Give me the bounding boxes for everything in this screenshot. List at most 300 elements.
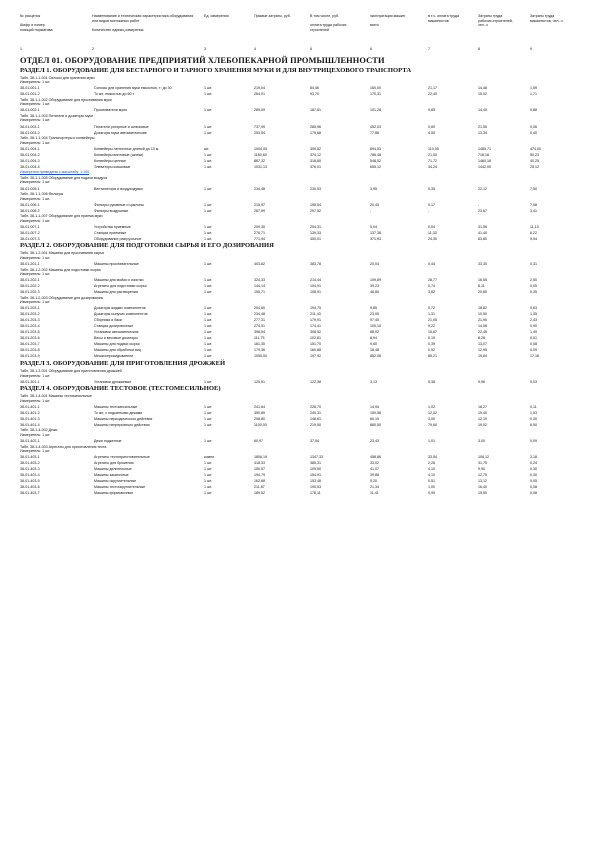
row-code: 38-01-401-1 — [20, 404, 40, 409]
row-value: 21,05 — [428, 318, 437, 323]
header-number: 1 — [20, 47, 22, 51]
header-labor-machines: Затраты труда машинистов, чел.-ч — [530, 14, 563, 23]
table-row — [20, 348, 582, 353]
row-value: 21,90 — [478, 318, 487, 323]
row-value: 170,31 — [370, 92, 381, 97]
row-value: 0,30 — [530, 473, 537, 478]
row-code: 38-01-002-1 — [20, 108, 40, 113]
row-value: 318,80 — [310, 158, 321, 163]
row-value: 16,55 — [478, 278, 487, 283]
row-value: 396,54 — [254, 330, 265, 335]
table-row — [20, 147, 582, 152]
row-unit: 1 шт. — [204, 158, 213, 163]
row-value: 1485,71 — [478, 146, 491, 151]
row-unit: 1 шт. — [204, 262, 213, 267]
row-value: 19,84 — [478, 354, 487, 359]
row-name: Машины округлительные — [94, 479, 137, 484]
row-unit: 1 шт. — [204, 108, 213, 113]
section-title: РАЗДЕЛ 2. ОБОРУДОВАНИЕ ДЛЯ ПОДГОТОВКИ СЫРЬЯ И ЕГО ДОЗИРОВАНИЯ — [20, 242, 274, 250]
table-row — [20, 153, 582, 158]
row-value: 60,19 — [370, 416, 379, 421]
row-value: 15,67 — [428, 330, 437, 335]
table-row — [20, 354, 582, 359]
row-value: 452,03 — [370, 124, 381, 129]
row-unit: 1 шт. — [204, 324, 213, 329]
row-code: 38-01-004-3 — [20, 158, 40, 163]
row-value: 1347,33 — [310, 455, 323, 460]
row-value: 195,54 — [310, 202, 321, 207]
row-value: 1100,00 — [254, 422, 267, 427]
row-value: 1,02 — [428, 404, 435, 409]
row-value: 0,03 — [530, 379, 537, 384]
row-unit: 1 шт. — [204, 410, 213, 415]
row-value: 31,58 — [478, 224, 487, 229]
row-value: 0,05 — [530, 284, 537, 289]
row-value: 385,31 — [310, 461, 321, 466]
table-row — [20, 330, 582, 335]
header-number: 9 — [530, 47, 532, 51]
row-value: 21,55 — [478, 124, 487, 129]
row-name: Оборудование разгрузочное — [94, 236, 142, 241]
row-value: 23,43 — [370, 439, 379, 444]
header-number: 5 — [310, 47, 312, 51]
row-value: 0,08 — [530, 491, 537, 496]
row-value: 0,74 — [428, 284, 435, 289]
row-value: 8,11 — [478, 284, 485, 289]
row-unit: 1 шт. — [204, 236, 213, 241]
row-value: 190,53 — [310, 485, 321, 490]
row-value: 276,71 — [254, 230, 265, 235]
row-value: 9,96 — [478, 379, 485, 384]
table-header — [20, 14, 580, 52]
row-value: 0,88 — [530, 108, 537, 113]
row-value: 97,40 — [370, 318, 379, 323]
row-value: 374,12 — [310, 152, 321, 157]
row-code: 38-01-403-1 — [20, 455, 40, 460]
row-name: Устройства приемные — [94, 224, 131, 229]
row-unit: 1 шт. — [204, 290, 213, 295]
row-name: Машины для обработки яиц — [94, 348, 141, 353]
row-name: Конвейеры цепные — [94, 158, 127, 163]
row-value: 0,09 — [530, 439, 537, 444]
row-name: Машины тестомесильные — [94, 404, 138, 409]
header-number: 8 — [478, 47, 480, 51]
row-value: 5,94 — [530, 236, 537, 241]
row-unit: шт. — [204, 146, 210, 151]
table-row — [20, 92, 582, 97]
row-value: 18,82 — [478, 306, 487, 311]
row-code: 38-01-203-6 — [20, 336, 40, 341]
row-value: 694,53 — [370, 146, 381, 151]
row-unit: 1 шт. — [204, 230, 213, 235]
row-unit: 1 шт. — [204, 461, 213, 466]
row-value: 63,80 — [478, 236, 487, 241]
row-value: 21,17 — [428, 86, 437, 91]
row-value: 0,06 — [530, 124, 537, 129]
row-value: 0,09 — [530, 348, 537, 353]
row-value: 277,31 — [254, 318, 265, 323]
row-unit: 1 шт. — [204, 284, 213, 289]
row-value: 1,59 — [530, 86, 537, 91]
row-value: 178,11 — [310, 491, 321, 496]
row-unit: 1 шт. — [204, 348, 213, 353]
row-name: Просеиватели муки — [94, 108, 127, 113]
row-value: 100,10 — [370, 324, 381, 329]
table-row — [20, 405, 582, 410]
row-code: 38-01-007-3 — [20, 236, 40, 241]
row-value: 13,12 — [478, 479, 487, 484]
table-row — [20, 324, 582, 329]
row-value: 285,96 — [310, 124, 321, 129]
row-value: 1004,05 — [254, 146, 267, 151]
row-value: 655,12 — [370, 164, 381, 169]
row-value: 15,02 — [478, 92, 487, 97]
row-value: 324,33 — [254, 278, 265, 283]
row-value: 13,34 — [478, 130, 487, 135]
row-value: 474,00 — [530, 146, 541, 151]
row-value: 3,62 — [428, 290, 435, 295]
row-value: 264,01 — [254, 92, 265, 97]
row-value: 209,35 — [254, 224, 265, 229]
row-value: 0,72 — [428, 306, 435, 311]
row-unit: 1 шт. — [204, 164, 213, 169]
header-machine-wage: в т.ч. оплата труда машинистов — [428, 14, 459, 23]
header-number: 3 — [204, 47, 206, 51]
table-row — [20, 380, 582, 385]
table-row — [20, 86, 582, 91]
row-value: 12,02 — [428, 410, 437, 415]
row-value: 154,91 — [310, 473, 321, 478]
row-unit: 1 шт. — [204, 342, 213, 347]
row-value: 0,08 — [530, 342, 537, 347]
row-value: 852,08 — [370, 354, 381, 359]
row-value: 109,50 — [310, 467, 321, 472]
table-row — [20, 467, 582, 472]
row-name: Агрегаты для брожения — [94, 461, 134, 466]
row-code: 38-01-007-2 — [20, 230, 40, 235]
row-value: 0,44 — [428, 262, 435, 267]
row-value: 230,53 — [310, 186, 321, 191]
row-value: 3,13 — [370, 379, 377, 384]
row-value: 274,51 — [254, 324, 265, 329]
row-value: 60,97 — [254, 439, 263, 444]
table-row — [20, 125, 582, 130]
table-note: Табл. 38-1-1-003 Питатели и дозаторы муки Измеритель: 1 шт. — [20, 113, 94, 123]
row-value: 0,51 — [428, 479, 435, 484]
row-value: 12,95 — [478, 348, 487, 353]
table-row — [20, 231, 582, 236]
row-value: - — [478, 202, 480, 207]
row-unit: 1 шт. — [204, 152, 213, 157]
row-value: 189,52 — [254, 491, 265, 496]
row-value: 20,43 — [370, 202, 379, 207]
row-value: 0,19 — [428, 336, 435, 341]
table-note: Табл. 38-1-3-001 Оборудование для приготовления дрожжей Измеритель: 1 шт. — [20, 368, 122, 378]
row-value: 219,04 — [254, 86, 265, 91]
row-code: 38-01-403-7 — [20, 491, 40, 496]
table-row — [20, 108, 582, 113]
table-row — [20, 165, 582, 170]
row-unit: 1 шт. — [204, 278, 213, 283]
row-value: 79,60 — [428, 422, 437, 427]
row-unit: 1 шт. — [204, 186, 213, 191]
row-unit: 1 шт. — [204, 224, 213, 229]
row-value: 9,85 — [428, 108, 435, 113]
table-row — [20, 411, 582, 416]
header-number: 4 — [254, 47, 256, 51]
row-value: 41,07 — [370, 467, 379, 472]
row-value: 194,79 — [254, 473, 265, 478]
row-name: Питатели роторные и шлюзовые — [94, 124, 149, 129]
table-row — [20, 336, 582, 341]
row-unit: 1 шт. — [204, 306, 213, 311]
row-value: 253,54 — [254, 130, 265, 135]
row-value: 0,35 — [428, 186, 435, 191]
row-value: 125,51 — [254, 379, 265, 384]
row-value: 33,54 — [428, 455, 437, 460]
header-total: Прямые затраты, руб. — [254, 14, 291, 18]
row-code: 38-01-004-4 — [20, 164, 40, 169]
row-name: Мешкоопрокидыватели — [94, 354, 134, 359]
row-code: 38-01-401-2 — [20, 410, 40, 415]
row-name: Вентиляторы и воздуходувки — [94, 186, 143, 191]
row-name: Конвейеры винтовые (шнеки) — [94, 152, 144, 157]
row-value: 403,82 — [254, 262, 265, 267]
row-value: 0,11 — [530, 404, 537, 409]
row-value: 1,71 — [530, 92, 537, 97]
scale-link[interactable]: Измерения приведены к масштабу: 1:100 — [20, 170, 90, 175]
row-value: 1,49 — [530, 330, 537, 335]
row-unit: 1 шт. — [204, 473, 213, 478]
row-name: Станции приемные — [94, 230, 127, 235]
header-machines: эксплуатация машин всего — [370, 14, 405, 28]
row-value: 1,00 — [428, 485, 435, 490]
table-row — [20, 491, 582, 496]
row-value: 1031,13 — [254, 164, 267, 169]
row-value: 0,24 — [530, 461, 537, 466]
row-value: 179,91 — [310, 318, 321, 323]
row-value: 297,52 — [310, 208, 321, 213]
row-name: Фильтры воздушные — [94, 208, 129, 213]
row-code: 38-01-203-4 — [20, 324, 40, 329]
row-value: 22,45 — [478, 330, 487, 335]
row-value: 22,12 — [478, 186, 487, 191]
row-unit: 1 шт. — [204, 318, 213, 323]
row-name: Машины для растворения — [94, 290, 138, 295]
row-value: 2,50 — [530, 278, 537, 283]
row-value: 287,59 — [254, 208, 265, 213]
header-code: № расценок Шифр и номер позиций норматива — [20, 14, 53, 32]
row-name: Машины просеивательные — [94, 262, 140, 267]
row-name: Установки дрожжевые — [94, 379, 132, 384]
row-value: 383,78 — [310, 262, 321, 267]
row-code: 38-01-203-2 — [20, 312, 40, 317]
row-value: 418,33 — [254, 461, 265, 466]
row-value: 214,44 — [310, 278, 321, 283]
row-code: 38-01-403-3 — [20, 467, 40, 472]
row-value: 1,01 — [428, 439, 435, 444]
row-code: 38-01-402-1 — [20, 439, 40, 444]
row-value: 187,81 — [310, 108, 321, 113]
row-value: 109,89 — [370, 278, 381, 283]
row-value: 234,48 — [254, 186, 265, 191]
row-value: 2,43 — [530, 318, 537, 323]
row-value: 101,28 — [370, 108, 381, 113]
row-code: 38-01-202-3 — [20, 290, 40, 295]
row-code: 38-01-201-1 — [20, 262, 40, 267]
table-row — [20, 318, 582, 323]
row-code: 38-01-203-8 — [20, 348, 40, 353]
row-unit: 1 шт. — [204, 491, 213, 496]
section-title: РАЗДЕЛ 4. ОБОРУДОВАНИЕ ТЕСТОВОЕ (ТЕСТОМЕСИЛЬНОЕ) — [20, 385, 221, 393]
row-value: 14,94 — [370, 404, 379, 409]
row-unit: 1 шт. — [204, 379, 213, 384]
row-value: 289,09 — [254, 108, 265, 113]
row-value: 77,86 — [370, 130, 379, 135]
row-name: Дозаторы муки автоматические — [94, 130, 147, 135]
row-value: 23,67 — [478, 208, 487, 213]
row-value: 150,58 — [370, 410, 381, 415]
row-value: 20,04 — [370, 262, 379, 267]
row-unit: 1 шт. — [204, 336, 213, 341]
row-value: 15,50 — [478, 491, 487, 496]
row-name: Дозаторы жидких компонентов — [94, 306, 146, 311]
row-code: 38-01-403-4 — [20, 473, 40, 478]
row-code: 38-01-203-7 — [20, 342, 40, 347]
row-code: 38-01-203-1 — [20, 306, 40, 311]
table-row — [20, 290, 582, 295]
row-value: 46,80 — [370, 290, 379, 295]
row-value: 71,72 — [428, 158, 437, 163]
table-row — [20, 423, 582, 428]
row-value: 0,90 — [530, 324, 537, 329]
row-value: 104,91 — [310, 284, 321, 289]
section-title: РАЗДЕЛ 1. ОБОРУДОВАНИЕ ДЛЯ БЕСТАРНОГО И ТАРНОГО ХРАНЕНИЯ МУКИ И ДЛЯ ВНУТРИЦЕХОВОГО ТРАНСПОРТА — [20, 66, 412, 74]
row-value: 150,57 — [254, 467, 265, 472]
row-value: 22,40 — [428, 92, 437, 97]
row-value: 458,86 — [370, 455, 381, 460]
header-number: 7 — [428, 47, 430, 51]
header-number: 2 — [92, 47, 94, 51]
row-value: 241,64 — [254, 404, 265, 409]
row-value: 13,07 — [478, 342, 487, 347]
row-value: 89,21 — [428, 354, 437, 359]
row-unit: компл. — [204, 455, 216, 460]
row-value: 194,75 — [310, 306, 321, 311]
row-value: 0,35 — [530, 290, 537, 295]
row-value: 1,35 — [530, 312, 537, 317]
row-code: 38-01-401-4 — [20, 422, 40, 427]
row-value: 390,89 — [254, 410, 265, 415]
row-value: 226,70 — [310, 404, 321, 409]
table-note: Табл. 38-1-2-002 Машины для подготовки сырья Измеритель: 1 шт. — [20, 267, 101, 277]
row-value: 160,00 — [370, 86, 381, 91]
row-value: 122,38 — [310, 379, 321, 384]
row-name: То же, с подкатными дежами — [94, 410, 143, 415]
row-value: 179,36 — [254, 348, 265, 353]
row-name: Установки автоматические — [94, 330, 139, 335]
table-row — [20, 284, 582, 289]
table-row — [20, 187, 582, 192]
row-name: Машины периодического действия — [94, 416, 153, 421]
table-row — [20, 225, 582, 230]
row-code: 38-01-403-6 — [20, 485, 40, 490]
row-value: 41,40 — [478, 230, 487, 235]
table-row — [20, 203, 582, 208]
row-unit: 1 шт. — [204, 312, 213, 317]
table-note: Табл. 38-1-1-002 Оборудование для просеивания муки Измеритель: 1 шт. — [20, 97, 112, 107]
table-row — [20, 439, 582, 444]
table-row — [20, 479, 582, 484]
header-unit: Ед. измерения — [204, 14, 229, 18]
row-value: 548,52 — [370, 158, 381, 163]
row-value: 0,69 — [428, 124, 435, 129]
row-value: 0,31 — [530, 262, 537, 267]
section-4-list — [20, 394, 582, 496]
row-code: 38-01-004-1 — [20, 146, 40, 151]
table-note: Табл. 38-1-1-005 Оборудование для подачи воздуха Измеритель: 1 шт. — [20, 175, 107, 185]
row-value: 0,30 — [530, 467, 537, 472]
row-value: 108,91 — [310, 290, 321, 295]
row-value: 144,14 — [254, 284, 265, 289]
row-value: 204,60 — [254, 306, 265, 311]
row-value: 23,05 — [370, 312, 379, 317]
row-value: 155,71 — [254, 290, 265, 295]
row-value: - — [370, 208, 372, 213]
row-unit: 1 шт. — [204, 422, 213, 427]
row-value: 0,63 — [530, 306, 537, 311]
row-name: Дежи подкатные — [94, 439, 122, 444]
row-value: 102,81 — [310, 336, 321, 341]
row-value: 33,02 — [370, 461, 379, 466]
row-value: 240,31 — [310, 410, 321, 415]
row-value: 3,18 — [530, 455, 537, 460]
row-value: 1050,00 — [254, 354, 267, 359]
row-value: 9,60 — [370, 342, 377, 347]
row-value: 31,75 — [478, 461, 487, 466]
row-name: Машины делительные — [94, 467, 132, 472]
row-unit: 1 шт. — [204, 467, 213, 472]
row-value: 17,16 — [530, 354, 539, 359]
row-unit: 1 шт. — [204, 202, 213, 207]
row-value: 867,32 — [254, 158, 265, 163]
row-value: 160,88 — [310, 348, 321, 353]
row-name: То же, емкостью до 60 т — [94, 92, 135, 97]
row-value: 175,68 — [310, 130, 321, 135]
row-name: Машины непрерывного действия — [94, 422, 150, 427]
table-row — [20, 312, 582, 317]
row-code: 38-01-004-2 — [20, 152, 40, 157]
row-name: Элеваторы ковшовые — [94, 164, 131, 169]
table-row — [20, 237, 582, 242]
row-unit: 1 шт. — [204, 354, 213, 359]
row-value: 219,50 — [310, 422, 321, 427]
row-value: 771,94 — [254, 236, 265, 241]
row-value: 0,17 — [428, 202, 435, 207]
row-value: 10,50 — [478, 312, 487, 317]
row-value: 148,61 — [310, 416, 321, 421]
row-value: 234,48 — [254, 312, 265, 317]
row-value: 19,40 — [478, 410, 487, 415]
row-name: Машины закаточные — [94, 473, 129, 478]
row-value: 11,33 — [428, 230, 437, 235]
row-value: 400,01 — [310, 236, 321, 241]
row-value: 39,88 — [370, 473, 379, 478]
row-value: 174,41 — [310, 324, 321, 329]
row-unit: 1 шт. — [204, 208, 213, 213]
row-value: 9,85 — [370, 306, 377, 311]
row-name: Конвейеры ленточные длиной до 10 м — [94, 146, 159, 151]
